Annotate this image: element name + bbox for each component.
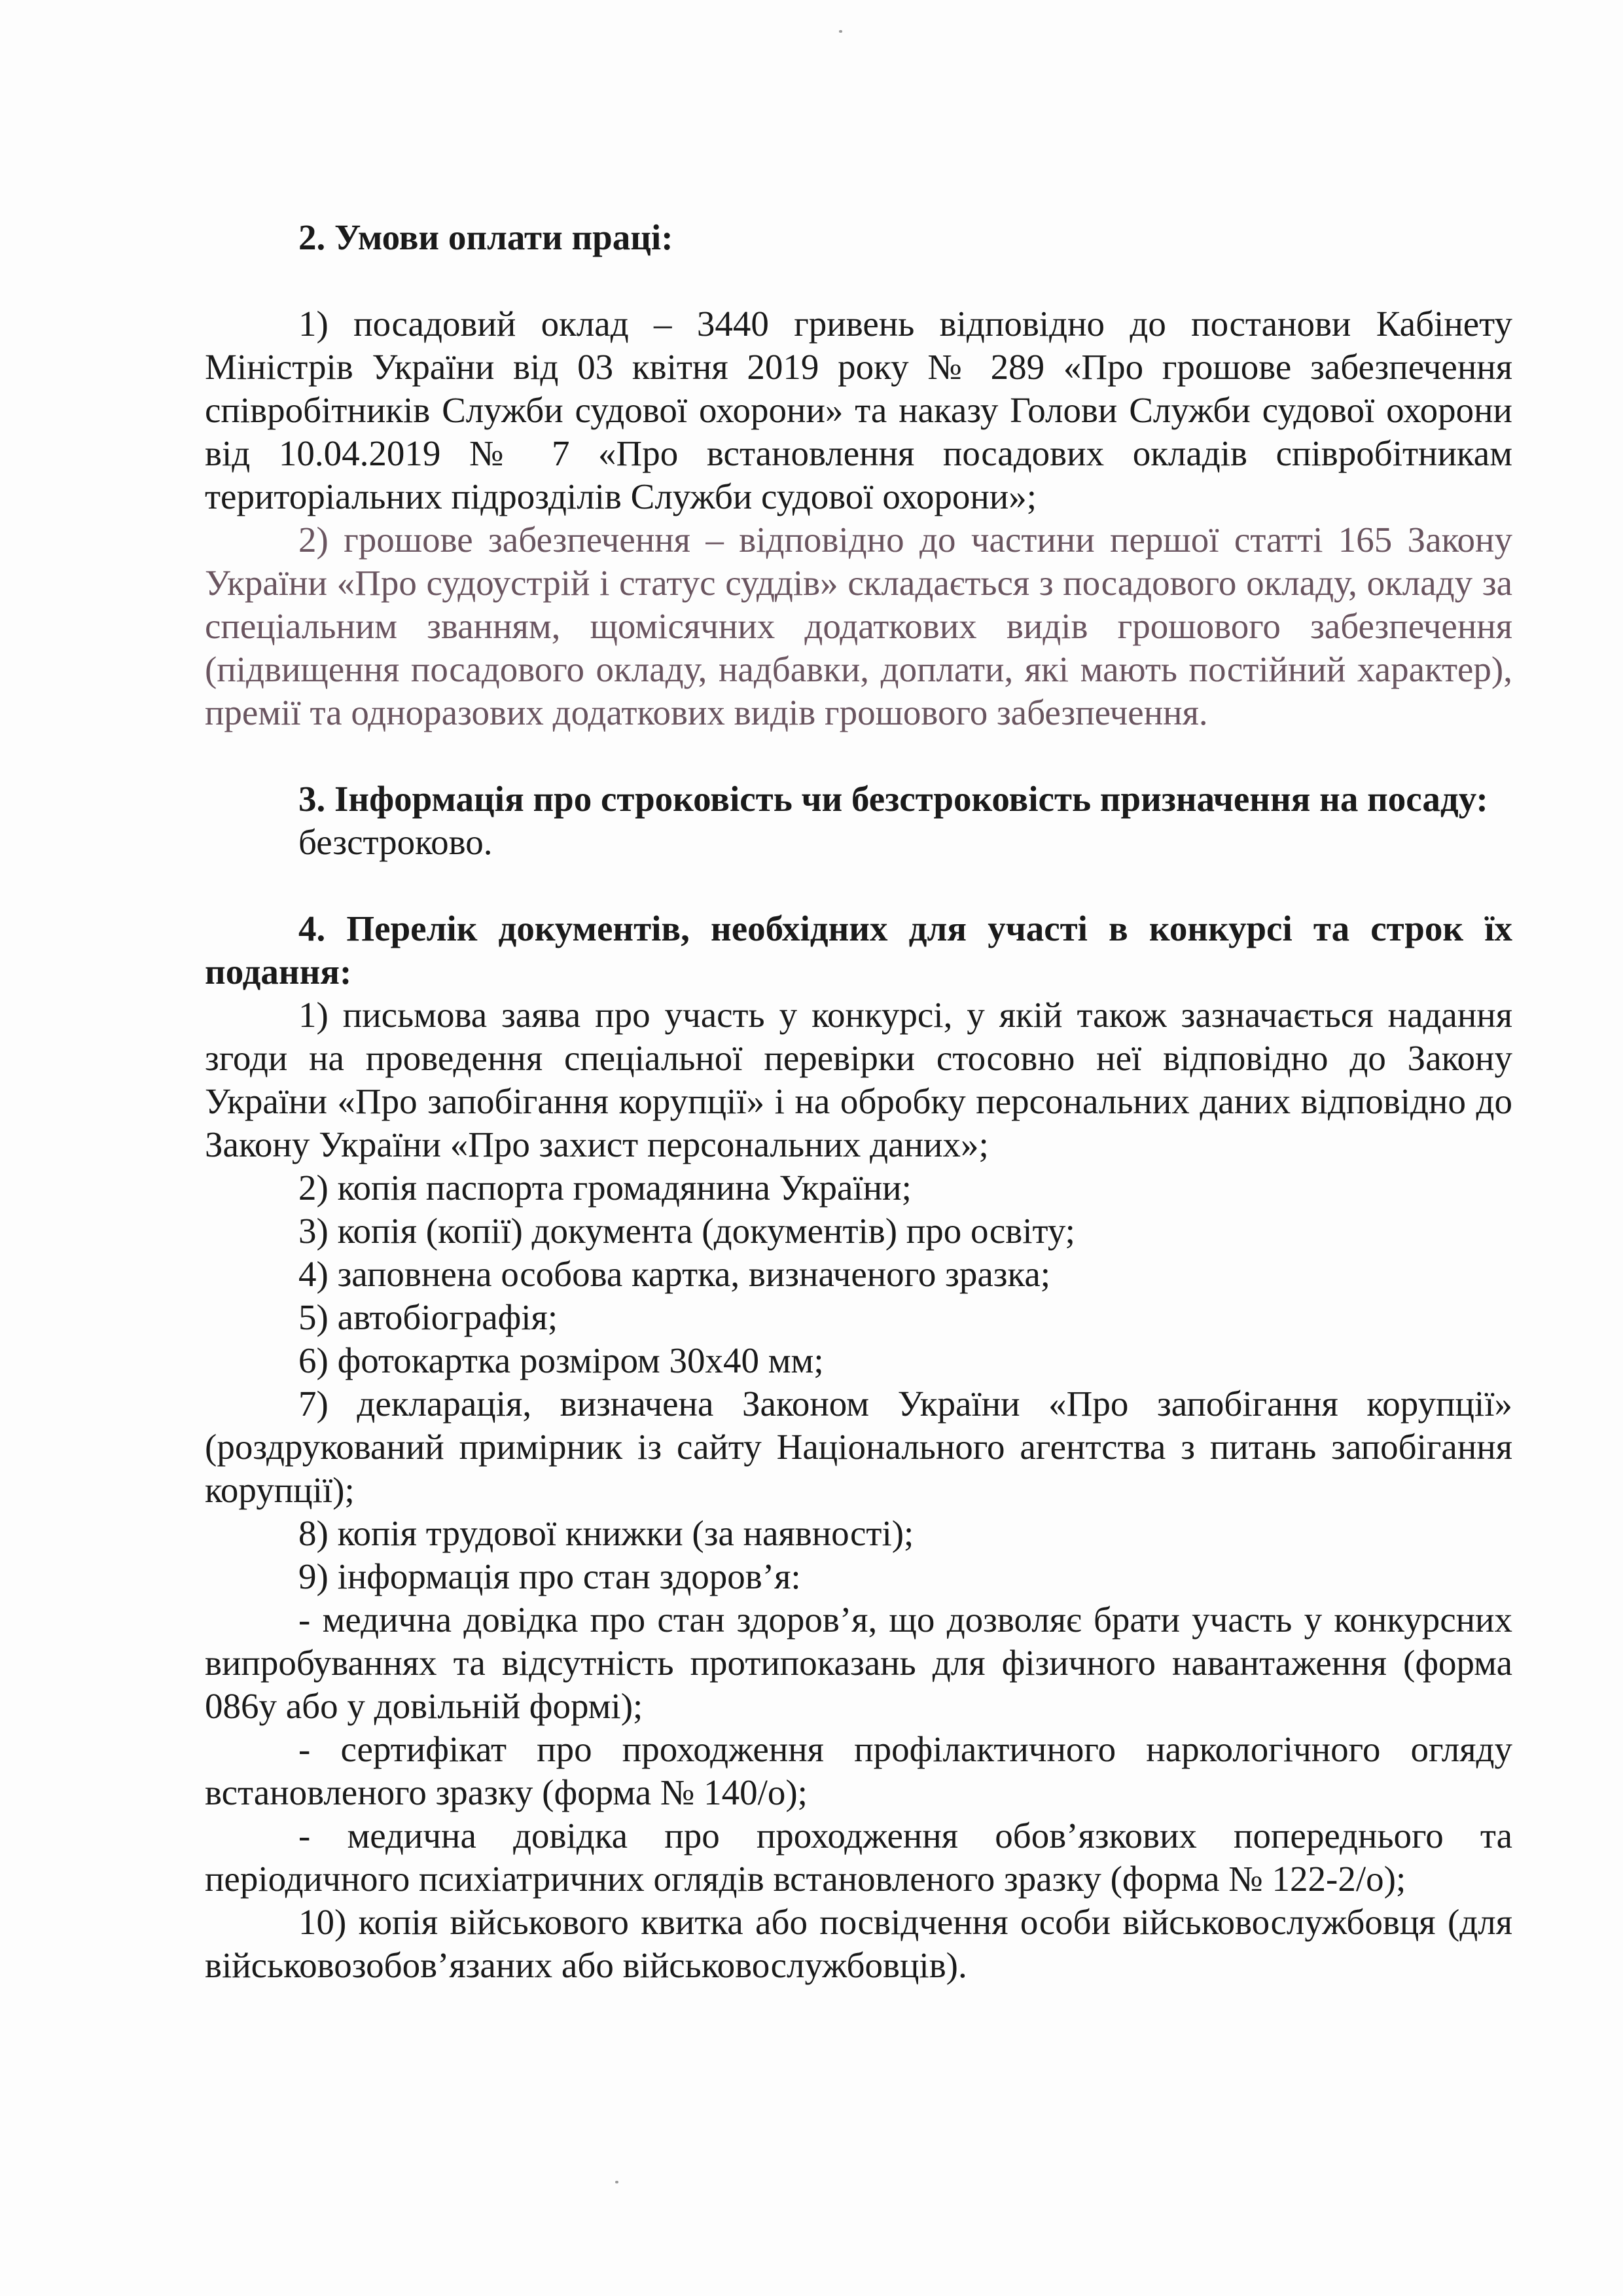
scan-speck: [839, 30, 842, 33]
section-3-value: безстроково.: [298, 822, 493, 862]
document-list-item: 8) копія трудової книжки (за наявності);: [298, 1513, 914, 1553]
document-list-item: 2) копія паспорта громадянина України;: [298, 1168, 912, 1208]
document-list-item: 1) письмова заява про участь у конкурсі, у якій також зазначається надання згоди на проведення спеціальної перевірки стосовно неї відповідно до Закону України «Про запобігання корупції» і на обробку персональних даних відповідно до Закону України «Про захист персональних даних»;: [205, 995, 1512, 1164]
section-3-heading: 3. Інформація про строковість чи безстроковість призначення на посаду:: [298, 779, 1488, 819]
document-list-item: 3) копія (копії) документа (документів) про освіту;: [298, 1211, 1075, 1251]
document-list-item: 7) декларація, визначена Законом України «Про запобігання корупції» (роздрукований примірник із сайту Національного агентства з питань запобігання корупції);: [205, 1384, 1512, 1510]
document-body: [205, 216, 1512, 1987]
section-2-paragraph-1: 1) посадовий оклад – 3440 гривень відповідно до постанови Кабінету Міністрів України від 03 квітня 2019 року № 289 «Про грошове забезпечення співробітників Служби судової охорони» та наказу Голови Служби судової охорони від 10.04.2019 № 7 «Про встановлення посадових окладів співробітникам територіальних підрозділів Служби судової охорони»;: [205, 304, 1512, 516]
document-list-item: - сертифікат про проходження профілактичного наркологічного огляду встановленого зразку (форма № 140/о);: [205, 1729, 1512, 1812]
document-list-item: - медична довідка про проходження обов’язкових попереднього та періодичного психіатричних оглядів встановленого зразку (форма № 122-2/о);: [205, 1816, 1512, 1899]
document-list-item: 4) заповнена особова картка, визначеного зразка;: [298, 1254, 1051, 1294]
section-2-heading: 2. Умови оплати праці:: [298, 217, 673, 257]
document-list-item: 10) копія військового квитка або посвідчення особи військовослужбовця (для військовозобов’язаних або військовослужбовців).: [205, 1902, 1512, 1985]
scan-speck: [615, 2181, 618, 2183]
document-list-item: 6) фотокартка розміром 30х40 мм;: [298, 1340, 824, 1380]
document-list-item: 9) інформація про стан здоров’я:: [298, 1556, 801, 1596]
section-4-heading: 4. Перелік документів, необхідних для участі в конкурсі та строк їх подання:: [205, 908, 1512, 992]
document-list-item: - медична довідка про стан здоров’я, що дозволяє брати участь у конкурсних випробуваннях та відсутність протипоказань для фізичного навантаження (форма 086у або у довільній формі);: [205, 1600, 1512, 1726]
document-list-item: 5) автобіографія;: [298, 1297, 558, 1337]
section-2-paragraph-2: 2) грошове забезпечення – відповідно до частини першої статті 165 Закону України «Про судоустрій і статус суддів» складається з посадового окладу, окладу за спеціальним званням, щомісячних додаткових видів грошового забезпечення (підвищення посадового окладу, надбавки, доплати, які мають постійний характер), премії та одноразових додаткових видів грошового забезпечення.: [205, 520, 1512, 732]
